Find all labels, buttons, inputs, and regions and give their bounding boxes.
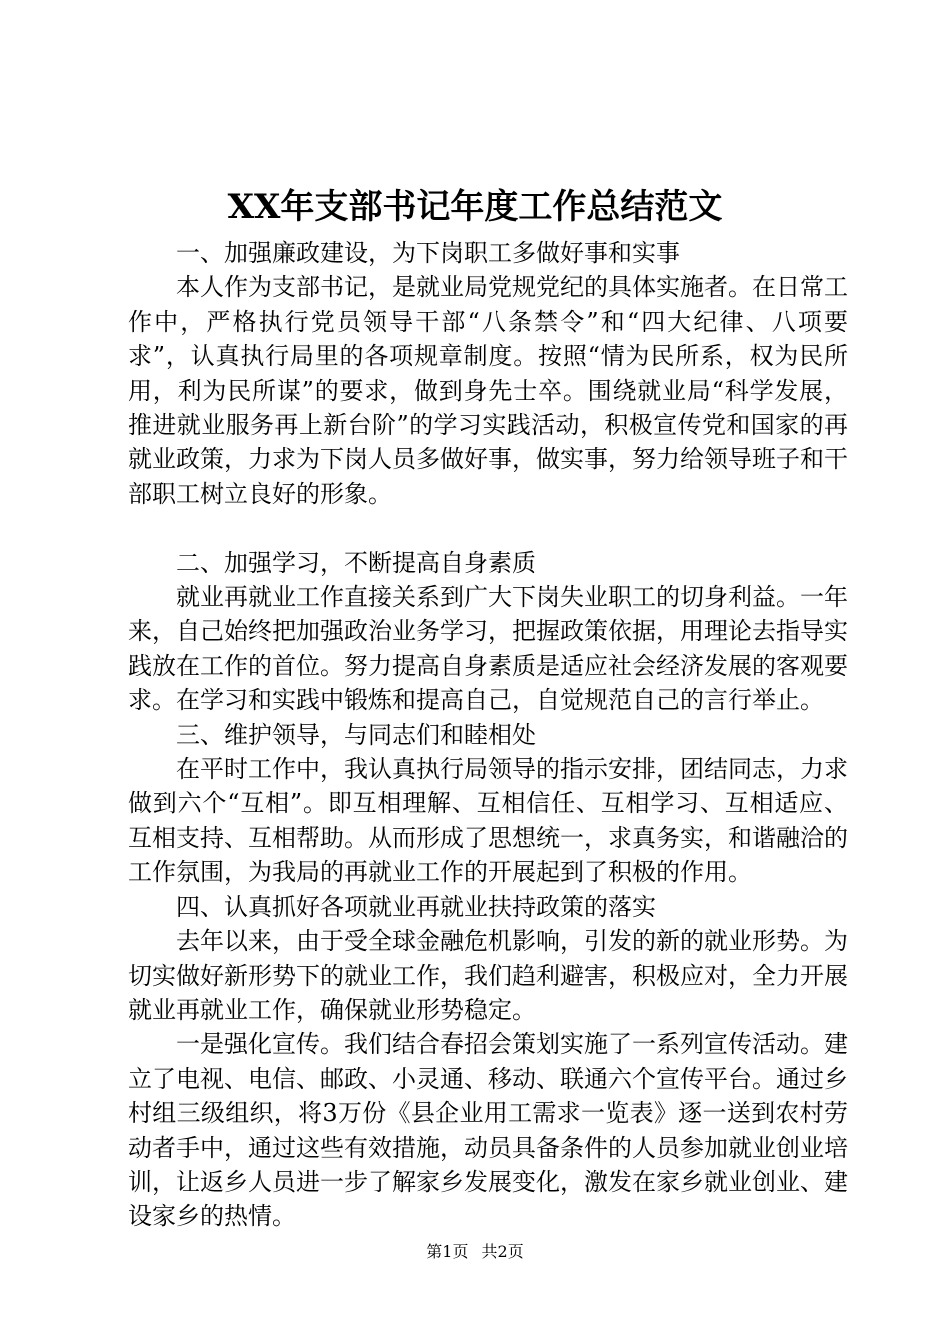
page-footer <box>0 1240 950 1264</box>
body-paragraph-4: 去年以来，由于受全球金融危机影响，引发的新的就业形势。为切实做好新形势下的就业工作，我们趋利避害，积极应对，全力开展就业再就业工作，确保就业形势稳定。 <box>128 927 848 1024</box>
paragraph-spacer <box>128 511 848 545</box>
body-paragraph-1: 本人作为支部书记，是就业局党规党纪的具体实施者。在日常工作中，严格执行党员领导干部“八条禁令”和“四大纪律、八项要求”，认真执行局里的各项规章制度。按照“情为民所系，权为民所用，利为民所谋”的要求，做到身先士卒。围绕就业局“科学发展，推进就业服务再上新台阶”的学习实践活动，积极宣传党和国家的再就业政策，力求为下岗人员多做好事，做实事，努力给领导班子和干部职工树立良好的形象。 <box>128 273 848 508</box>
document-title: XX年支部书记年度工作总结范文 <box>227 187 723 227</box>
body-paragraph-5: 一是强化宣传。我们结合春招会策划实施了一系列宣传活动。建立了电视、电信、邮政、小灵通、移动、联通六个宣传平台。通过乡村组三级组织，将3万份《县企业用工需求一览表》逐一送到农村劳动者手中，通过这些有效措施，动员具备条件的人员参加就业创业培训，让返乡人员进一步了解家乡发展变化，激发在家乡就业创业、建设家乡的热情。 <box>128 1030 848 1231</box>
page-total: 共2页 <box>481 1242 524 1261</box>
document-body <box>128 236 848 1234</box>
section-heading-2: 二、加强学习，不断提高自身素质 <box>176 548 536 577</box>
section-heading-4: 四、认真抓好各项就业再就业扶持政策的落实 <box>176 892 656 921</box>
page-number: 第1页 <box>426 1242 469 1261</box>
section-heading-1: 一、加强廉政建设，为下岗职工多做好事和实事 <box>176 239 680 267</box>
body-paragraph-2: 就业再就业工作直接关系到广大下岗失业职工的切身利益。一年来，自己始终把加强政治业务学习，把握政策依据，用理论去指导实践放在工作的首位。努力提高自身素质是适应社会经济发展的客观要求。在学习和实践中锻炼和提高自己，自觉规范自己的言行举止。 <box>128 583 848 715</box>
section-heading-3: 三、维护领导，与同志们和睦相处 <box>176 720 536 749</box>
body-paragraph-3: 在平时工作中，我认真执行局领导的指示安排，团结同志，力求做到六个“互相”。即互相理解、互相信任、互相学习、互相适应、互相支持、互相帮助。从而形成了思想统一，求真务实，和谐融洽的工作氛围，为我局的再就业工作的开展起到了积极的作用。 <box>128 755 848 887</box>
